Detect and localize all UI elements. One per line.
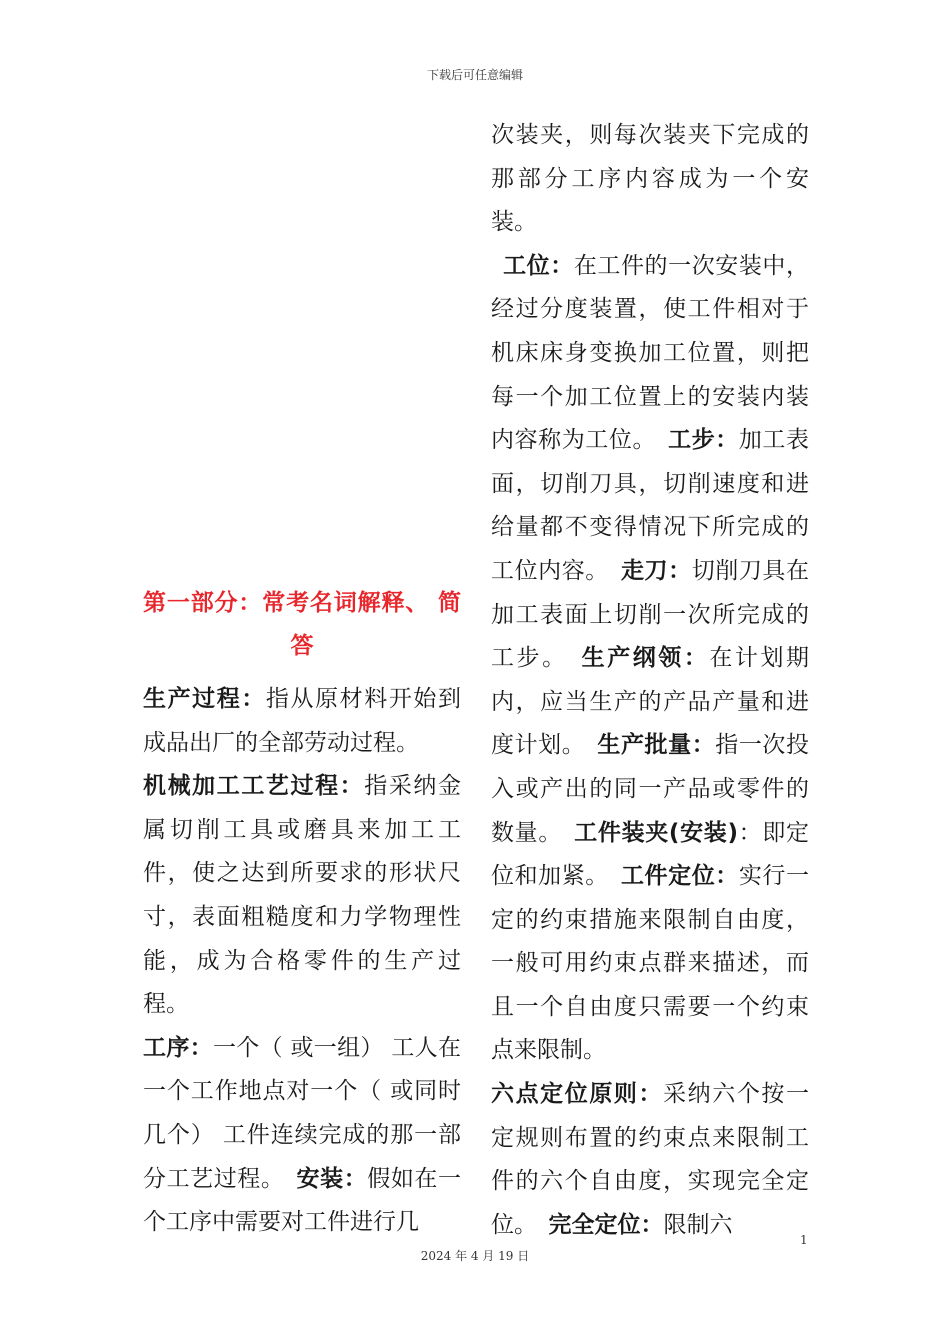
definition-text: 加工表面，切削刀具，切削速度和进给量都不变得情况下所完成的工位内容。: [491, 427, 810, 584]
definition-text: 指一次投入或产出的同一产品或零件的数量。: [491, 732, 810, 846]
term: 六点定位原则：: [491, 1081, 664, 1108]
term: 生产批量：: [597, 732, 716, 759]
page-header: 下载后可任意编辑: [426, 68, 523, 82]
footer-date: 2024 年 4 月 19 日: [420, 1249, 530, 1263]
term: 工件装夹(安装): [574, 819, 738, 846]
left-column: [143, 582, 461, 1245]
definition-text: 限制六: [663, 1211, 733, 1238]
definition-text: 在计划期内，应当生产的产品产量和进度计划。: [491, 645, 810, 759]
term: 工序：: [143, 1034, 213, 1061]
term: 生产过程：: [143, 686, 266, 712]
definition-text: ：即定位和加紧。: [491, 819, 810, 890]
definition-text: 指从原材料开始到成品出厂的全部劳动过程。: [143, 686, 462, 756]
definition-machining-process: [143, 765, 461, 1027]
section-title: 第一部分：常考名词解释、 简答: [143, 590, 461, 659]
right-column: [491, 114, 809, 1247]
page-number: 1: [800, 1233, 808, 1247]
definition-text: 假如在一个工序中需要对工件进行几: [143, 1165, 462, 1236]
definition-text: 采纳六个按一定规则布置的约束点来限制工件的六个自由度，实现完全定位。: [491, 1081, 810, 1238]
definition-text: 实行一定的约束措施来限制自由度，一般可用约束点群来描述，而且一个自由度只需要一个约束点来限制。: [491, 863, 810, 1064]
term: 工位：: [502, 252, 574, 279]
term: 工件定位：: [620, 863, 739, 890]
definition-text: 切削刀具在加工表面上切削一次所完成的工步。: [491, 557, 810, 672]
definition-text: 在工件的一次安装中，经过分度装置，使工件相对于机床床身变换加工位置，则把每一个加工位置上的安装内装内容称为工位。: [491, 252, 810, 454]
term: 生产纲领：: [581, 645, 710, 672]
term: 走刀：: [620, 557, 692, 584]
definition-production-process: [143, 678, 461, 765]
definition-operation: [143, 1027, 461, 1245]
definition-text: 指采纳金属切削工具或磨具来加工工件，使之达到所要求的形状尺寸，表面粗糙度和力学物理性能，成为合格零件的生产过程。: [143, 773, 462, 1018]
definitions-block-2: [491, 1073, 809, 1247]
term: 安装：: [296, 1165, 368, 1192]
continued-text: 次装夹，则每次装夹下完成的那部分工序内容成为一个安装。: [491, 122, 809, 236]
term: 工步：: [668, 427, 739, 454]
definition-text: 一个（ 或一组） 工人在一个工作地点对一个（ 或同时几个） 工件连续完成的那一部分工艺过程。: [143, 1034, 461, 1192]
definitions-block: [491, 245, 809, 1073]
term: 完全定位：: [548, 1211, 664, 1238]
term: 机械加工工艺过程：: [143, 773, 365, 800]
